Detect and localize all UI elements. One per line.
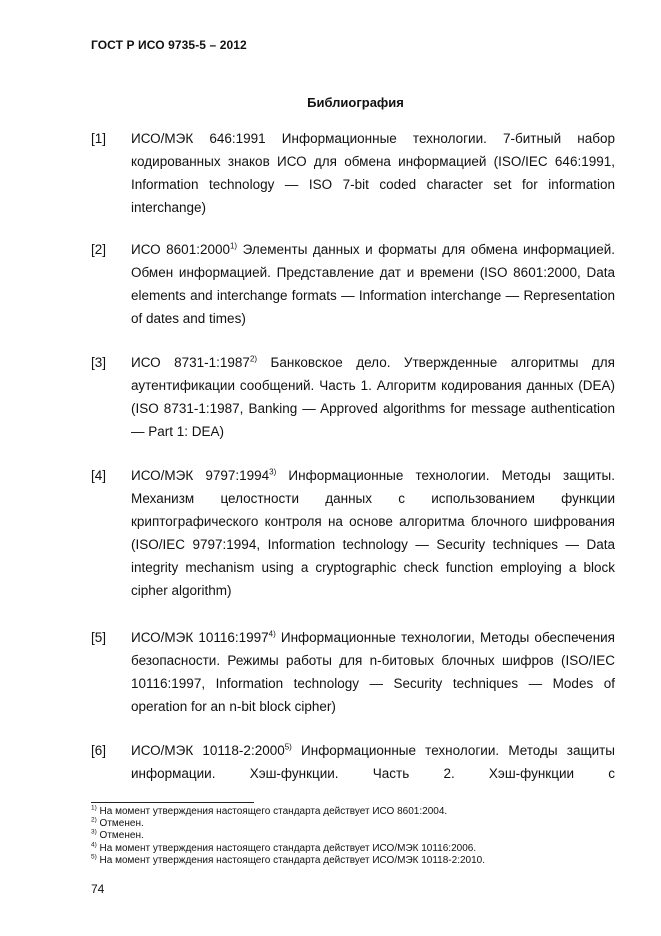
footnote-text: Отменен. [96,818,144,830]
footnote-mark: 2) [91,816,97,824]
footnote-mark: 5) [91,853,97,861]
footnote-text: На момент утверждения настоящего стандарта действует ИСО/МЭК 10118-2:2010. [96,854,485,866]
footnote-1 [91,806,591,818]
entry-number: [4] [91,468,107,483]
footnote-2 [91,818,591,830]
entry-description: Элементы данных и форматы для обмена информацией. Обмен информацией. Представление дат и времени (ISO 8601:2000, Data elements and interchange formats — Information interchange — Representation of dates and times) [131,242,615,326]
entry-code: ИСО 8601:2000 [131,242,230,257]
entry-text [131,739,615,785]
page-number: 74 [91,882,105,896]
footnote-ref: 3) [269,467,277,477]
entry-code: ИСО/МЭК 9797:1994 [131,468,270,483]
footnote-text: На момент утверждения настоящего стандарта действует ИСО 8601:2004. [96,806,448,817]
footnote-ref: 2) [249,354,258,364]
entry-description: Информационные технологии, Методы обеспечения безопасности. Режимы работы для n-битовых блочных шифров (ISO/IEC 10116:1997, Information technology — Security techniques — Modes of operation for an n-bit block cipher) [131,630,615,714]
entry-text [131,464,615,602]
footnote-5 [91,855,591,867]
footnote-ref: 5) [284,742,292,752]
entry-code: ИСО/МЭК 646:1991 [131,131,266,146]
entry-code: ИСО/МЭК 10116:1997 [131,630,269,645]
footnote-text: На момент утверждения настоящего стандарта действует ИСО/МЭК 10116:2006. [96,842,477,854]
footnote-mark: 1) [91,804,97,812]
entry-number: [2] [91,242,107,257]
footnote-ref: 4) [268,629,276,639]
entry-description: Информационные технологии. Методы защиты. Механизм целостности данных с использованием функции криптографического контроля на основе алгоритма блочного шифрования (ISO/IEC 9797:1994, Information technology — Security techniques — Data integrity mechanism using a cryptographic check function employing a block cipher algorithm) [131,468,615,598]
footnotes [91,806,591,867]
footnote-3 [91,830,591,842]
document-header: ГОСТ Р ИСО 9735-5 – 2012 [91,38,247,52]
footnote-mark: 4) [91,841,97,849]
footnote-mark: 3) [91,829,97,837]
entry-number: [3] [91,355,107,370]
entry-description: Информационные технологии. 7-битный набор кодированных знаков ИСО для обмена информацией (ISO/IEC 646:1991, Information technology — ISO 7-bit coded character set for information interchange) [131,131,615,215]
footnote-separator [91,802,254,803]
entry-text [131,238,615,330]
entry-code: ИСО 8731-1:1987 [131,355,250,370]
entry-description: Банковское дело. Утвержденные алгоритмы для аутентификации сообщений. Часть 1. Алгоритм кодирования данных (DEA) (ISO 8731-1:1987, Banking — Approved algorithms for message authentication — Part 1: DEA) [131,355,615,439]
footnote-4 [91,843,591,855]
entry-description: Информационные технологии. Методы защиты информации. Хэш-функции. Часть 2. Хэш-функции с [131,743,616,781]
entry-text [131,626,615,718]
entry-number: [6] [91,743,107,758]
footnote-text: Отменен. [96,830,144,842]
entry-number: [5] [91,630,107,645]
entry-text [131,127,615,219]
footnote-ref: 1) [229,241,238,251]
entry-number: [1] [91,131,107,146]
entry-code: ИСО/МЭК 10118-2:2000 [131,743,285,758]
bibliography-title: Библиография [307,95,404,110]
entry-text [131,351,615,443]
